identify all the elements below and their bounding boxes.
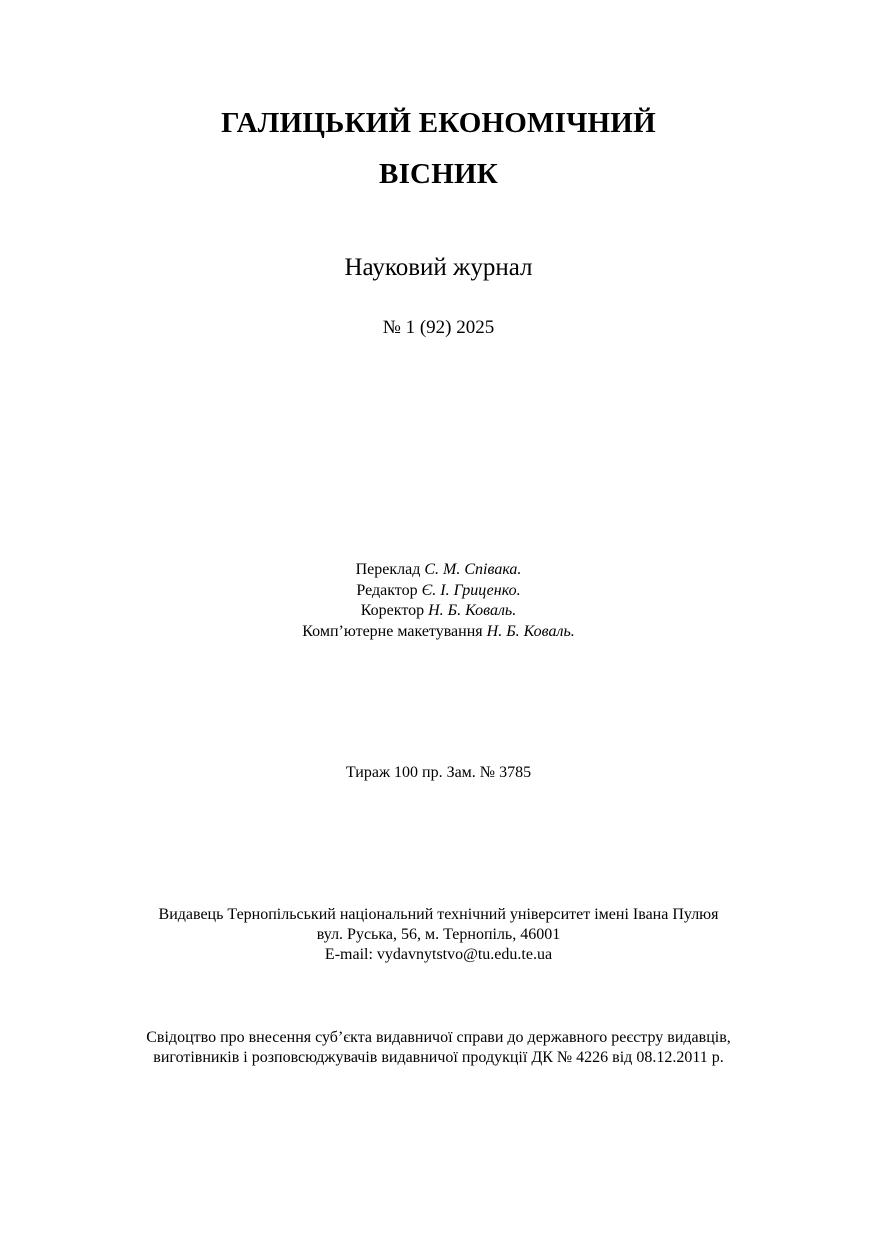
credit-name: Н. Б. Коваль.: [428, 602, 517, 619]
credit-editor: [0, 581, 877, 602]
publisher-email: E-mail: vydavnytstvo@tu.edu.te.ua: [324, 946, 553, 963]
certificate-line-2: виготівників і розповсюджувачів видавничої продукції ДК № 4226 від 08.12.2011 р.: [153, 1049, 724, 1066]
journal-title-line-1: ГАЛИЦЬКИЙ ЕКОНОМІЧНИЙ: [221, 107, 656, 139]
credit-proofreader: [0, 601, 877, 622]
publisher-name: Видавець Тернопільський національний технічний університет імені Івана Пулюя: [158, 906, 719, 923]
credit-name: Н. Б. Коваль.: [486, 622, 575, 640]
circulation-info: Тираж 100 пр. Зам. № 3785: [345, 764, 532, 781]
credit-translation: [0, 560, 877, 581]
credit-layout: [0, 622, 877, 643]
credit-label: Комп’ютерне макетування: [302, 622, 487, 640]
credit-label: Переклад: [355, 561, 425, 578]
certificate-line-1: Свідоцтво про внесення суб’єкта видавничої справи до державного реєстру видавців,: [146, 1029, 731, 1046]
publisher-address: вул. Руська, 56, м. Тернопіль, 46001: [316, 926, 561, 943]
journal-subtitle: Науковий журнал: [344, 254, 533, 281]
issue-number: № 1 (92) 2025: [382, 317, 495, 338]
publisher-block: [0, 905, 877, 965]
credit-name: С. М. Співака.: [424, 561, 522, 578]
credits-block: [0, 560, 877, 642]
certificate-block: [0, 1028, 877, 1068]
credit-name: Є. І. Гриценко.: [421, 581, 521, 599]
journal-title-line-2: ВІСНИК: [379, 158, 498, 190]
credit-label: Коректор: [360, 602, 429, 619]
credit-label: Редактор: [356, 581, 422, 599]
